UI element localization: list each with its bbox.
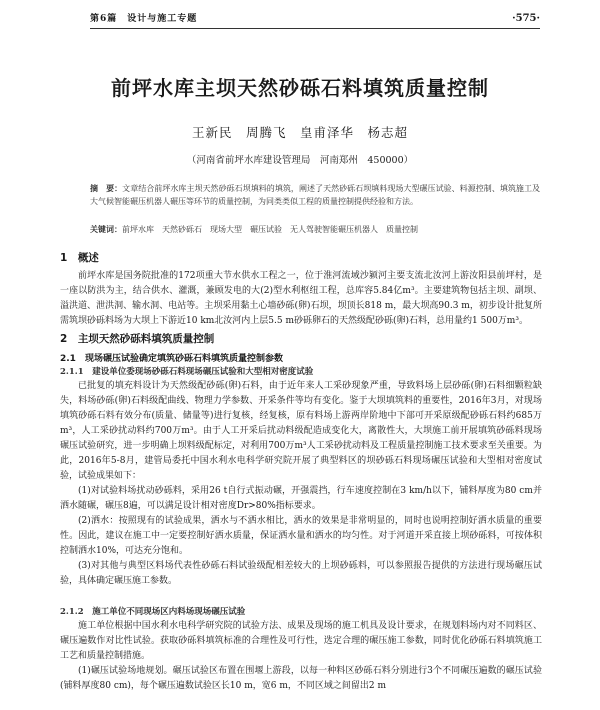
section-number: 1	[60, 252, 68, 264]
subsubsection-heading-2-1-1	[60, 365, 313, 377]
keywords-label: 关键词：	[90, 224, 122, 234]
section-number: 2	[60, 333, 68, 345]
paragraph: 已批复的填充料设计为天然级配砂砾(卵)石料，由于近年来人工采砂现象严重，导致料场上层砂砾(卵)石料细颗粒缺失，料场砂砾(卵)石料级配曲线、物理力学参数、开采条件等均有变化。鉴于大坝填筑料的重要性，2016年3月，对现场填筑砂砾石料有效分布(质量、储量等)进行复核，经复核，原有料场上游两岸阶地中下部可开采原级配砂砾石料约685万m³，人工采砂扰动料约700万m³。由于人工开采后扰动料级配造成变化大，离散性大，大坝施工前开展填筑砂砾料现场碾压试验研究，进一步明确上坝料级配标定，对利用700万m³人工采砂扰动料及工程质量控制施工技术要求至关重要。为此，2016年5-8月，建管局委托中国水利水电科学研究院开展了典型料区的坝砂砾石料现场碾压试验和大型相对密度试验，试验成果如下：	[60, 381, 542, 481]
author-list: 王新民 周腾飞 皇甫泽华 杨志超	[191, 125, 408, 140]
section-2-1-2-body	[60, 619, 542, 694]
subsection-title: 现场碾压试验确定填筑砂砾石料填筑质量控制参数	[84, 354, 283, 364]
subsubsection-number: 2.1.1	[60, 367, 84, 377]
section-2-1-1-body	[60, 379, 542, 589]
paragraph: (1)碾压试验场地规划。碾压试验区布置在围堰上游段，以每一种料区砂砾石料分别进行3个不同碾压遍数的碾压试验(铺料厚度80 cm)，每个碾压遍数试验区长10 m，宽6 m，不同区域之间留出2 m	[60, 666, 542, 691]
paragraph: (3)对其他与典型区料场代表性砂砾石料试验级配相差较大的上坝砂砾料，可以参照报告提供的方法进行现场碾压试验，具体确定碾压施工参数。	[60, 561, 542, 586]
section-title: 概述	[77, 252, 99, 264]
subsection-number: 2.1	[60, 354, 76, 364]
keywords-text: 前坪水库 天然砂砾石 现场大型 碾压试验 无人驾驶智能碾压机器人 质量控制	[122, 225, 418, 234]
running-head	[90, 12, 540, 29]
abstract-text: 文章结合前坪水库主坝天然砂砾石坝填料的填筑，阐述了天然砂砾石坝填料现场大型碾压试验、料源控制、填筑施工及大气候智能碾压机器人碾压等环节的质量控制，为同类类似工程的质量控制提供经验和方法。	[90, 184, 541, 206]
paragraph: (1)对试验料场扰动砂砾料，采用26 t自行式振动碾，开强震挡，行车速度控制在3 km/h以下，铺料厚度为80 cm并洒水随碾，碾压8遍，可以满足设计相对密度Dr>80%指标要求。	[60, 486, 542, 511]
running-head-section: 第6篇 设计与施工专题	[90, 14, 198, 24]
section-1-body	[60, 269, 542, 329]
subsubsection-number: 2.1.2	[60, 607, 84, 617]
subsubsection-title: 建设单位委现场砂砾石料现场碾压试验和大型相对密度试验	[92, 367, 314, 377]
page-number: ·575·	[512, 13, 540, 24]
section-heading-2	[60, 331, 214, 346]
section-heading-1	[60, 250, 99, 265]
paragraph: 施工单位根据中国水利水电科学研究院的试验方法、成果及现场的施工机具及设计要求，在规划料场内对不同料区、碾压遍数作对比性试验。获取砂砾料填筑标准的合理性及可行性，选定合理的碾压施工参数，同时优化砂砾石料填筑施工工艺和质量控制措施。	[60, 621, 542, 661]
paragraph: 前坪水库是国务院批准的172项重大节水供水工程之一，位于淮河流域沙颍河主要支流北汝河上游汝阳县前坪村，是一座以防洪为主，结合供水、灌溉，兼顾发电的大(2)型水利枢纽工程，总库容5.84亿m³。主要建筑物包括主坝、副坝、溢洪道、泄洪洞、输水洞、电站等。主坝采用黏土心墙砂砾(卵)石坝，坝顶长818 m，最大坝高90.3 m，初步设计批复所需筑坝砂砾料场为大坝上下游近10 km北汝河内上层5.5 m砂砾卵石的天然级配砂砾(卵)石料，总用量约1 500万m³。	[60, 271, 542, 326]
section-title: 主坝天然砂砾料填筑质量控制	[77, 333, 215, 345]
subsection-heading-2-1	[60, 351, 283, 364]
subsubsection-heading-2-1-2	[60, 605, 245, 617]
subsubsection-title: 施工单位不同现场区内料场现场碾压试验	[92, 607, 246, 617]
article-title: 前坪水库主坝天然砂砾石料填筑质量控制	[111, 76, 489, 100]
abstract-label: 摘 要：	[90, 183, 123, 193]
affiliation: （河南省前坪水库建设管理局 河南郑州 450000）	[186, 155, 414, 166]
keywords	[90, 223, 540, 236]
paragraph: (2)洒水：按照现有的试验成果，洒水与不洒水相比，洒水的效果是非常明显的，同时也说明控制好洒水质量的重要性。因此，建议在施工中一定要控制好洒水质量，保证洒水量和洒水的均匀性。对于河道开采直接上坝砂砾料，可按体积控制洒水10%，可达充分饱和。	[60, 516, 542, 556]
abstract	[90, 182, 540, 208]
